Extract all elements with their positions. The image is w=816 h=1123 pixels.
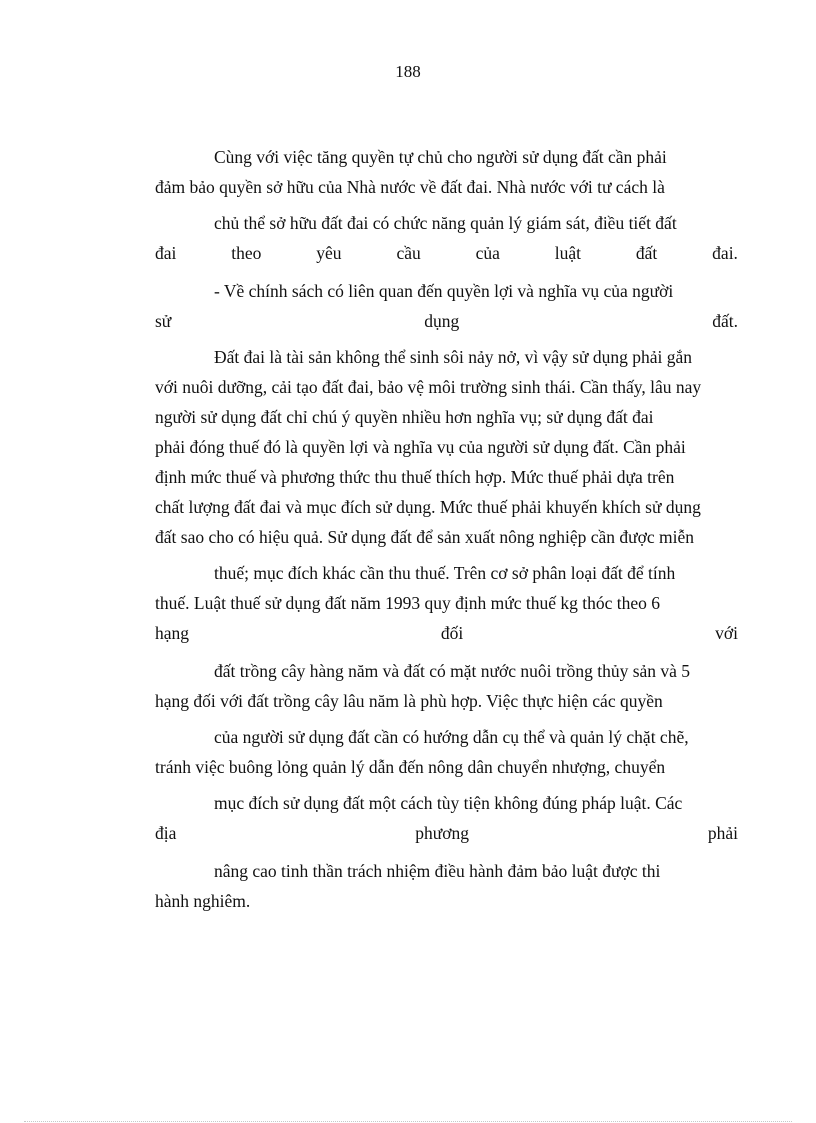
text-line — [155, 622, 738, 644]
word: địa — [155, 823, 177, 843]
text-line: Cùng với việc tăng quyền tự chủ cho người sử dụng đất cần phải — [214, 147, 667, 167]
word: phải — [707, 823, 738, 843]
text-line: nâng cao tinh thần trách nhiệm điều hành đảm bảo luật được thi — [214, 861, 661, 881]
text-line: người sử dụng đất chỉ chú ý quyền nhiều hơn nghĩa vụ; sử dụng đất đai — [155, 407, 654, 427]
word: đối — [440, 623, 464, 643]
text-line: Đất đai là tài sản không thể sinh sôi nảy nở, vì vậy sử dụng phải gắn — [214, 347, 693, 367]
word: đai — [155, 243, 177, 263]
word: phương — [415, 823, 469, 843]
text-line: chủ thể sở hữu đất đai có chức năng quản lý giám sát, điều tiết đất — [214, 213, 677, 233]
text-line — [155, 242, 738, 264]
text-line: đảm bảo quyền sở hữu của Nhà nước về đất đai. Nhà nước với tư cách là — [155, 177, 665, 197]
word: với — [715, 623, 738, 643]
text-line: đất sao cho có hiệu quả. Sử dụng đất để sản xuất nông nghiệp cần được miễn — [155, 527, 694, 547]
text-line: với nuôi dưỡng, cải tạo đất đai, bảo vệ môi trường sinh thái. Cần thấy, lâu nay — [155, 377, 702, 397]
word: cầu — [396, 243, 421, 263]
text-line: - Về chính sách có liên quan đến quyền lợi và nghĩa vụ của người — [214, 281, 674, 301]
text-line: chất lượng đất đai và mục đích sử dụng. Mức thuế phải khuyến khích sử dụng — [155, 497, 701, 517]
text-line: phải đóng thuế đó là quyền lợi và nghĩa vụ của người sử dụng đất. Cần phải — [155, 437, 686, 457]
text-line: hành nghiêm. — [155, 891, 251, 911]
text-line — [155, 310, 738, 332]
text-line: thuế. Luật thuế sử dụng đất năm 1993 quy định mức thuế kg thóc theo 6 — [155, 593, 660, 613]
page-number: 188 — [395, 62, 421, 81]
word: đất. — [712, 311, 738, 331]
word: dụng — [424, 311, 460, 331]
text-line: định mức thuế và phương thức thu thuế thích hợp. Mức thuế phải dựa trên — [155, 467, 675, 487]
text-line: hạng đối với đất trồng cây lâu năm là phù hợp. Việc thực hiện các quyền — [155, 691, 663, 711]
text-line: mục đích sử dụng đất một cách tùy tiện không đúng pháp luật. Các — [214, 793, 683, 813]
text-line: đất trồng cây hàng năm và đất có mặt nước nuôi trồng thủy sản và 5 — [214, 661, 691, 681]
word: sử — [155, 311, 172, 331]
word: đất — [635, 243, 658, 263]
word: theo — [231, 243, 262, 263]
word: đai. — [712, 243, 738, 263]
footer-divider — [24, 1121, 792, 1122]
word: luật — [554, 243, 582, 263]
word: của — [475, 243, 500, 263]
word: yêu — [316, 243, 342, 263]
text-line — [155, 822, 738, 844]
word: hạng — [155, 623, 190, 643]
text-line: tránh việc buông lỏng quản lý dẫn đến nông dân chuyển nhượng, chuyển — [155, 757, 666, 777]
text-line: thuế; mục đích khác cần thu thuế. Trên cơ sở phân loại đất để tính — [214, 563, 676, 583]
text-line: của người sử dụng đất cần có hướng dẫn cụ thể và quản lý chặt chẽ, — [214, 727, 689, 747]
